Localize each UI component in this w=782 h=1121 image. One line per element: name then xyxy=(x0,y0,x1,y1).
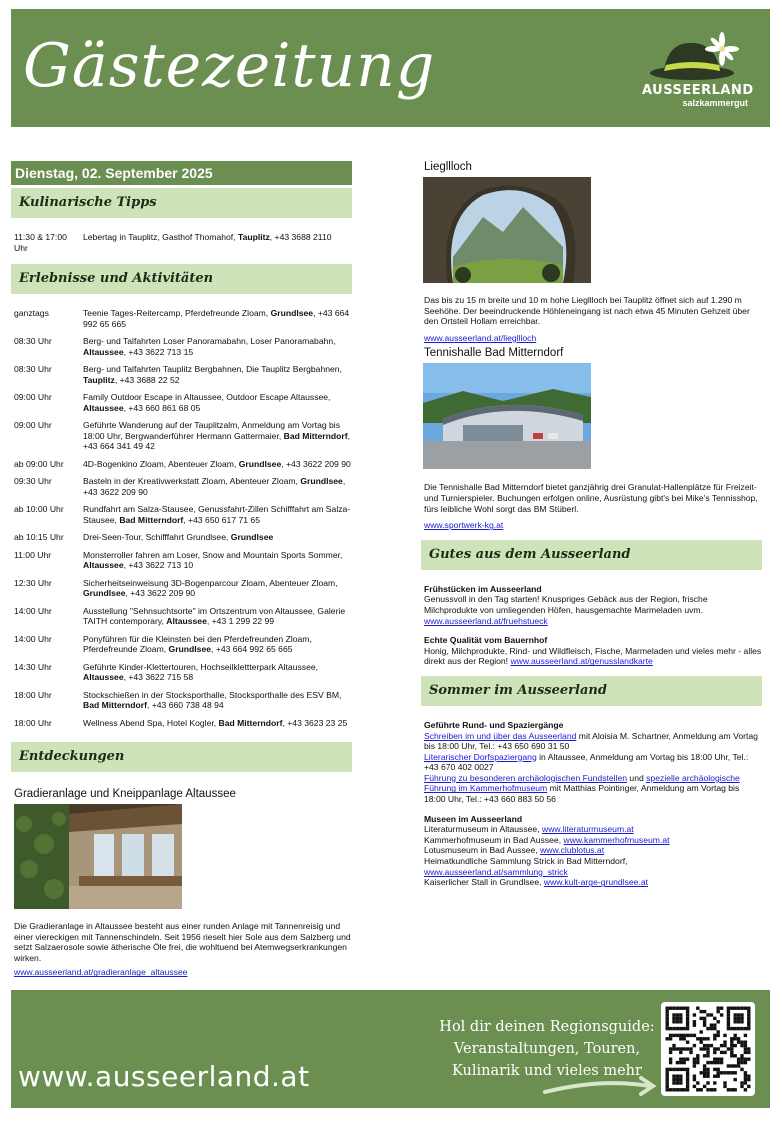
ausseerland-logo[interactable] xyxy=(642,27,752,113)
event-row xyxy=(11,459,352,470)
museen-title: Museen im Ausseerland xyxy=(424,813,523,824)
gradieranlage-text: Die Gradieranlage in Altaussee besteht aus einer runden Anlage mit Tannenreisig und einer viereckigen mit Tannenschindeln. Seit 1956 rieselt hier Sole aus dem Salzberg und setzt Salzaerosole sowie ätherische Öle frei, die wohltuend bei Atemwegserkrankungen wirken. xyxy=(14,921,351,963)
event-phone: , +43 650 617 71 65 xyxy=(183,514,260,525)
event-phone: , +43 3622 713 15 xyxy=(123,346,194,357)
event-phone: , +43 660 738 48 94 xyxy=(146,700,224,710)
event-row xyxy=(11,476,352,497)
event-place: Tauplitz xyxy=(237,232,270,242)
event-row xyxy=(11,504,352,525)
page-title: Gästezeitung xyxy=(23,31,436,101)
event-text: Ausstellung "Sehnsuchtsorte" im Ortszentrum von Altaussee, Galerie TAITH contemporary, xyxy=(83,605,346,626)
logo-sub: salzkammergut xyxy=(682,98,748,108)
event-row xyxy=(11,364,352,385)
tour-kammerhof-text: mit Matthias Pointinger, Anmeldung am Vortag bis 18:00 Uhr, Tel.: +43 660 883 50 56 xyxy=(424,783,740,805)
event-place: Altaussee xyxy=(83,560,124,570)
tour-schreiben-text: mit Aloisia M. Schartner, Anmeldung am Vortag bis 18:00 Uhr, Tel.: +43 650 690 31 50 xyxy=(424,730,758,752)
event-place: Bad Mitterndorf xyxy=(218,717,283,728)
event-text: Basteln in der Kreativwerkstatt Zloam, Abenteuer Zloam, xyxy=(83,476,301,486)
event-text: Berg- und Talfahrten Loser Panoramabahn, Loser Panoramabahn, xyxy=(83,336,336,346)
event-description xyxy=(83,308,352,329)
event-place: Altaussee xyxy=(83,402,124,413)
header-banner xyxy=(11,9,770,127)
logo-brand: AUSSEERLAND xyxy=(642,83,754,98)
event-phone: , +43 3688 2110 xyxy=(269,232,332,242)
event-description xyxy=(83,578,352,599)
liegl-link[interactable]: www.ausseerland.at/liegllloch xyxy=(424,332,537,343)
event-row xyxy=(11,634,352,655)
left-column xyxy=(11,161,352,978)
event-text: Wellness Abend Spa, Hotel Kogler, xyxy=(83,717,219,728)
section-kulinarisch: Kulinarische Tipps xyxy=(11,188,352,218)
tennis-text: Die Tennishalle Bad Mitterndorf bietet ganzjährig drei Granulat-Hallenplätze für Freizeit- und Turnierspieler. Buchungen erfolgen online, Ausrüstung gibt's bei Mike's Tennisshop, fürs leibliche Wohl sorgt das BM Stüberl. xyxy=(424,482,758,514)
guide-line-3: Kulinarik und vieles mehr xyxy=(452,1063,642,1079)
gradieranlage-title: Gradieranlage und Kneippanlage Altaussee xyxy=(14,788,236,800)
event-description xyxy=(83,504,352,525)
tour-dorfspaziergang-link[interactable]: Literarischer Dorfspaziergang xyxy=(424,751,537,762)
event-description xyxy=(83,550,352,571)
date-bar: Dienstag, 02. September 2025 xyxy=(11,161,352,185)
event-time: 12:30 Uhr xyxy=(14,577,52,588)
museum-kaiser-link[interactable]: www.kult-arge-grundlsee.at xyxy=(543,877,649,888)
event-place: Grundlsee xyxy=(270,308,314,318)
event-time: 14:30 Uhr xyxy=(14,661,52,672)
event-description xyxy=(83,532,352,543)
hat-icon xyxy=(642,27,752,85)
event-time: 09:00 Uhr xyxy=(14,392,52,402)
tours-title: Geführte Rund- und Spaziergänge xyxy=(424,719,564,730)
erlebnisse-list xyxy=(11,308,352,728)
event-text: Rundfahrt am Salza-Stausee, Genussfahrt-Zillen Schifffahrt am Salza-Stausee, xyxy=(83,504,351,525)
event-description xyxy=(83,718,352,729)
tour-fundstellen-link[interactable]: Führung zu besonderen archäologischen Fundstellen xyxy=(424,772,628,783)
event-row xyxy=(11,690,352,711)
event-row xyxy=(11,532,352,543)
event-time: 14:00 Uhr xyxy=(14,633,52,644)
event-place: Grundlsee xyxy=(238,458,282,469)
event-time: 14:00 Uhr xyxy=(14,605,52,616)
event-row xyxy=(11,232,352,253)
event-phone: , +43 664 992 65 665 xyxy=(83,308,350,329)
event-description xyxy=(83,662,352,683)
event-phone: , +43 664 341 49 42 xyxy=(83,430,350,451)
event-time: ab 09:00 Uhr xyxy=(14,458,64,469)
event-time: ab 10:15 Uhr xyxy=(14,532,64,542)
kulinarisch-list xyxy=(11,232,352,253)
footer-banner xyxy=(11,990,770,1108)
event-phone: , +43 3622 209 90 xyxy=(281,458,351,469)
event-description xyxy=(83,232,352,253)
event-text: Geführte Kinder-Klettertouren, Hochseilklettterpark Altaussee, xyxy=(83,661,319,672)
event-description xyxy=(83,336,352,357)
event-time: 08:30 Uhr xyxy=(14,336,52,346)
tour-dorfspaziergang-text: in Altaussee, Anmeldung am Vortag bis 18:00 Uhr, Tel.: +43 670 402 0027 xyxy=(424,751,749,773)
event-time: 09:30 Uhr xyxy=(14,476,52,486)
event-row xyxy=(11,662,352,683)
section-entdeckungen: Entdeckungen xyxy=(11,742,352,772)
gradieranlage-link[interactable]: www.ausseerland.at/gradieranlage_altaussee xyxy=(14,967,188,978)
event-phone: , +43 3622 209 90 xyxy=(125,588,196,598)
event-time: ab 10:00 Uhr xyxy=(14,504,64,514)
event-text: Family Outdoor Escape in Altaussee, Outdoor Escape Altaussee, xyxy=(83,392,331,402)
tennis-link[interactable]: www.sportwerk-kg.at xyxy=(424,520,504,531)
museum-strick-link[interactable]: www.ausseerland.at/sammlung_strick xyxy=(424,866,568,877)
bauernhof-text: Honig, Milchprodukte, Rind- und Wildfleisch, Fische, Marmeladen und vieles mehr - alles direkt aus der Region! xyxy=(424,645,762,667)
event-phone: , +43 3622 715 58 xyxy=(123,672,194,682)
event-row xyxy=(11,606,352,627)
arrow-icon xyxy=(541,1072,661,1100)
event-time: 11:30 & 17:00 Uhr xyxy=(14,232,67,253)
museum-kammerhof-link[interactable]: www.kammerhofmuseum.at xyxy=(563,834,670,845)
section-gutes: Gutes aus dem Ausseerland xyxy=(421,540,762,570)
tennis-photo xyxy=(423,363,591,469)
event-row xyxy=(11,718,352,729)
event-text: Teenie Tages-Reitercamp, Pferdefreunde Zloam, xyxy=(83,308,271,318)
tour-schreiben-link[interactable]: Schreiben im und über das Ausseerland xyxy=(424,730,577,741)
event-phone: , +43 1 299 22 99 xyxy=(206,616,275,626)
event-time: 18:00 Uhr xyxy=(14,689,52,700)
event-place: Bad Mitterndorf xyxy=(119,514,184,525)
event-time: 09:00 Uhr xyxy=(14,420,52,430)
museum-lotus-link[interactable]: www.clublotus.at xyxy=(540,845,605,856)
tennis-title: Tennishalle Bad Mitterndorf xyxy=(424,347,564,360)
museum-kammerhof: Kammerhofmuseum in Bad Aussee, xyxy=(424,834,564,845)
event-description xyxy=(83,690,352,711)
guide-line-2: Veranstaltungen, Touren, xyxy=(453,1041,641,1057)
museum-strick: Heimatkundliche Sammlung Strick in Bad Mitterndorf, xyxy=(424,856,628,867)
event-description xyxy=(83,606,352,627)
event-place: Grundlsee xyxy=(230,532,274,542)
event-place: Bad Mitterndorf xyxy=(83,700,147,710)
qr-code-icon[interactable] xyxy=(661,1002,755,1096)
fruehstueck-link[interactable]: www.ausseerland.at/fruehstueck xyxy=(424,615,548,626)
bauernhof-title: Echte Qualität vom Bauernhof xyxy=(424,635,548,646)
museum-lotus: Lotusmuseum in Bad Aussee, xyxy=(424,845,541,856)
event-row xyxy=(11,420,352,452)
liegl-photo xyxy=(423,177,591,283)
event-place: Grundlsee xyxy=(300,476,343,486)
fruehstueck-text: Genussvoll in den Tag starten! Knuspriges Gebäck aus der Region, frische Milchprodukte von umliegenden Höfen, hausgemachte Marmeladen uvm. xyxy=(424,594,708,615)
section-sommer: Sommer im Ausseerland xyxy=(421,676,762,706)
event-text: 4D-Bogenkino Zloam, Abenteuer Zloam, xyxy=(83,458,239,469)
event-text: Monsterroller fahren am Loser, Snow and Mountain Sports Sommer, xyxy=(83,549,343,560)
event-row xyxy=(11,550,352,571)
museum-literatur: Literaturmuseum in Altaussee, xyxy=(424,824,542,835)
tour-kammerhof-link[interactable]: spezielle archäologische Führung im Kammerhofmuseum xyxy=(424,772,740,794)
event-place: Tauplitz xyxy=(83,374,115,385)
liegl-title: Liegllloch xyxy=(424,161,472,173)
museum-literatur-link[interactable]: www.literaturmuseum.at xyxy=(541,824,634,835)
event-row xyxy=(11,392,352,413)
footer-url[interactable]: www.ausseerland.at xyxy=(18,1060,310,1093)
event-place: Bad Mitterndorf xyxy=(283,430,348,441)
event-description xyxy=(83,476,352,497)
event-description xyxy=(83,634,352,655)
event-text: Geführte Wanderung auf der Tauplitzalm, Anmeldung am Vortag bis 18:00 Uhr, Bergwanderführer Hermann Gattermaier, xyxy=(83,420,341,441)
event-time: 18:00 Uhr xyxy=(14,717,52,728)
event-time: 08:30 Uhr xyxy=(14,364,52,374)
event-phone: , +43 660 861 68 05 xyxy=(123,402,201,413)
event-description xyxy=(83,420,352,452)
event-description xyxy=(83,364,352,385)
section-erlebnisse: Erlebnisse und Aktivitäten xyxy=(11,264,352,294)
tour-und: und xyxy=(627,772,647,783)
event-place: Altaussee xyxy=(166,616,207,626)
event-place: Altaussee xyxy=(83,672,124,682)
event-row xyxy=(11,308,352,329)
liegl-text: Das bis zu 15 m breite und 10 m hohe Liegllloch bei Tauplitz öffnet sich auf 1.290 m Seehöhe. Der beeindruckende Höhleneingang ist nach etwa 45 Minuten Gehzeit über den Ortsteil Hollam erreichbar. xyxy=(424,295,750,327)
event-text: Berg- und Talfahrten Tauplitz Bergbahnen, Die Tauplitz Bergbahnen, xyxy=(83,364,342,374)
event-row xyxy=(11,336,352,357)
event-phone: , +43 3623 23 25 xyxy=(282,717,348,728)
event-phone: , +43 664 992 65 665 xyxy=(211,644,293,654)
event-text: Stockschießen in der Stocksporthalle, Stocksporthalle des ESV BM, xyxy=(83,689,342,700)
museum-kaiser: Kaiserlicher Stall in Grundlsee, xyxy=(424,877,544,888)
event-place: Grundlsee xyxy=(168,644,212,654)
gradieranlage-photo xyxy=(14,804,182,909)
event-description xyxy=(83,459,352,470)
event-text: Sicherheitseinweisung 3D-Bogenparcour Zloam, Abenteuer Zloam, xyxy=(83,577,338,588)
event-description xyxy=(83,392,352,413)
event-phone: , +43 3622 209 90 xyxy=(83,476,346,497)
fruehstueck-title: Frühstücken im Ausseerland xyxy=(424,583,542,594)
genusslandkarte-link[interactable]: www.ausseerland.at/genusslandkarte xyxy=(510,656,653,667)
event-place: Altaussee xyxy=(83,346,124,357)
event-time: ganztags xyxy=(14,308,49,318)
event-row xyxy=(11,578,352,599)
event-time: 11:00 Uhr xyxy=(14,549,52,560)
event-text: Drei-Seen-Tour, Schifffahrt Grundlsee, xyxy=(83,532,231,542)
event-phone: , +43 3622 713 10 xyxy=(123,560,194,570)
event-text: Lebertag in Tauplitz, Gasthof Thomahof, xyxy=(83,232,238,242)
right-column xyxy=(421,161,762,888)
event-phone: , +43 3688 22 52 xyxy=(114,374,180,385)
event-text: Ponyführen für die Kleinsten bei den Pferdefreunden Zloam, Pferdefreunde Zloam, xyxy=(83,633,312,654)
guide-line-1: Hol dir deinen Regionsguide: xyxy=(439,1019,655,1035)
event-place: Grundlsee xyxy=(83,588,126,598)
